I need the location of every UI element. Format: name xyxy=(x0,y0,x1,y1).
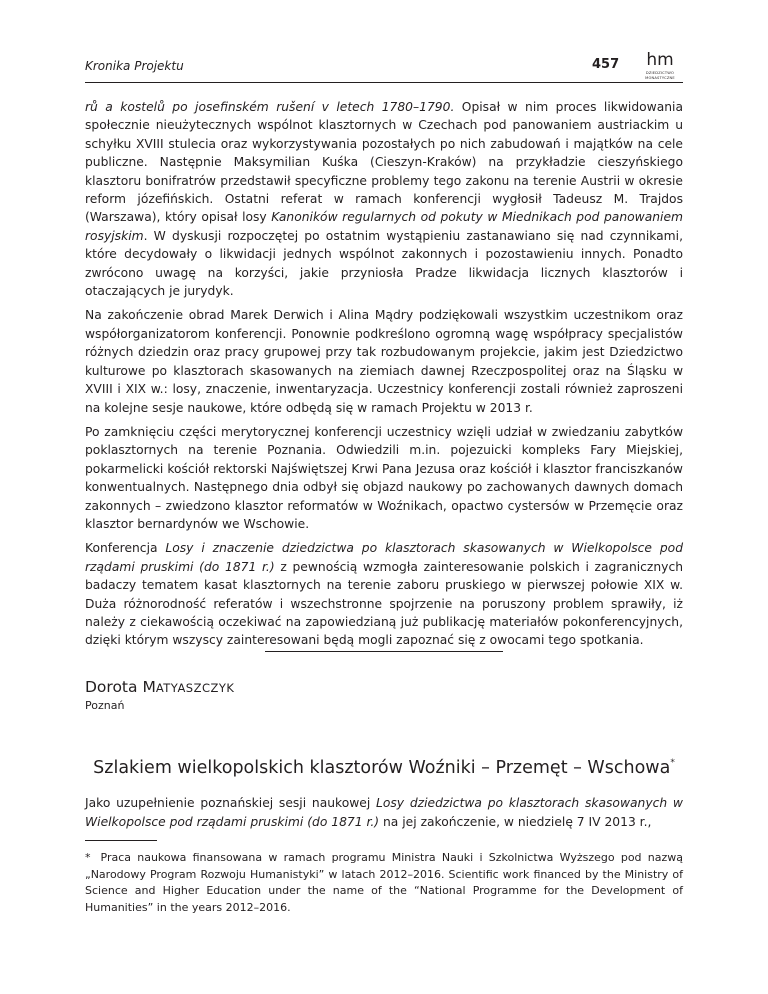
intro-text-2: na jej zakończenie, w niedzielę 7 IV 2013 r., xyxy=(379,815,652,829)
footnote-text: Praca naukowa finansowana w ramach programu Ministra Nauki i Szkolnictwa Wyższego pod nazwą „Narodowy Program Rozwoju Humanistyki” w latach 2012–2016. Scientific work financed by the Ministry of Science and Higher Education under the name of the “National Programme for the Development of Humanities” in the years 2012–2016. xyxy=(85,851,683,914)
intro-paragraph xyxy=(85,794,683,832)
p1-italic-1: rů a kostelů po josefinském rušení v letech 1780–1790. xyxy=(85,100,455,114)
page-number: 457 xyxy=(592,57,620,72)
footnote-ref: * xyxy=(670,758,675,768)
author-last-rest: ATYASZCZYK xyxy=(155,681,235,695)
footnote-mark: * xyxy=(85,851,91,864)
footnote-paragraph xyxy=(85,850,683,916)
article-title xyxy=(0,758,768,778)
author-affiliation: Poznań xyxy=(85,699,125,712)
project-logo xyxy=(637,50,683,84)
running-head: Kronika Projektu xyxy=(85,59,184,73)
article-title-text: Szlakiem wielkopolskich klasztorów Woźniki – Przemęt – Wschowa xyxy=(93,758,671,778)
paragraph-3: Po zamknięciu części merytorycznej konferencji uczestnicy wzięli udział w zwiedzaniu zabytków poklasztornych na terenie Poznania. Odwiedzili m.in. pojezuicki kompleks Fary Miejskiej, pokarmelicki kościół rektorski Najświętszej Krwi Pana Jezusa oraz kościół i klasztor franciszkanów konwentualnych. Następnego dnia odbył się objazd naukowy po zachowanych dawnych domach zakonnych – zwiedzono klasztor reformatów w Woźnikach, opactwo cystersów w Przemęcie oraz klasztor bernardynów we Wschowie. xyxy=(85,424,683,531)
footnote xyxy=(85,850,683,916)
paragraph-2: Na zakończenie obrad Marek Derwich i Alina Mądry podziękowali wszystkim uczestnikom oraz współorganizatorom konferencji. Ponownie podkreślono ogromną wagę współpracy specjalistów różnych dziedzin oraz pracy grupowej przy tak rozbudowanym projekcie, jakim jest Dziedzictwo kulturowe po klasztorach skasowanych na ziemiach dawnej Rzeczpospolitej oraz na Śląsku w XVIII i XIX w.: losy, znaczenie, inwentaryzacja. Uczestnicy konferencji zostali również zaproszeni na kolejne sesje naukowe, które odbędą się w ramach Projektu w 2013 r. xyxy=(85,308,683,415)
author-last-initial: M xyxy=(142,678,156,696)
author-first: Dorota xyxy=(85,678,143,696)
body-text xyxy=(85,98,683,656)
author-name xyxy=(85,678,234,696)
paragraph-4 xyxy=(85,539,683,649)
intro-italic-1: Losy dziedzictwa po klasztorach skasowanych w Wielkopolsce pod rządami pruskimi (do 1871 r.) xyxy=(85,796,683,829)
header-rule xyxy=(85,82,683,83)
logo-mark-text: hm xyxy=(646,50,674,70)
page-header xyxy=(85,50,683,84)
p4-text-1: Konferencja xyxy=(85,541,166,556)
logo-line-2: MONASTYCZNE xyxy=(645,76,675,80)
p4-italic-1: Losy i znaczenie dziedzictwa po klasztorach skasowanych w Wielkopolsce pod rządami pruskimi (do 1871 r.) xyxy=(85,541,683,574)
article-intro xyxy=(85,794,683,832)
p1-text-2: . W dyskusji rozpoczętej po ostatnim wystąpieniu zastanawiano się nad czynnikami, które decydowały o likwidacji jednych wspólnot zakonnych i pozostawieniu innych. Ponadto zwrócono uwagę na korzyści, jakie przyniosła Pradze likwidacja licznych klasztorów i otaczających je jurydyk. xyxy=(85,228,683,299)
p4-text-2: z pewnością wzmogła zainteresowanie polskich i zagranicznych badaczy tematem kasat klasztornych na terenie zaboru pruskiego w pierwszej połowie XIX w. Duża różnorodność referatów i wszechstronne spojrzenie na poruszony problem sprawiły, iż należy z ciekawością oczekiwać na zapowiedzianą już publikację materiałów pokonferencyjnych, dzięki którym wszyscy zainteresowani będą mogli zapoznać się z owocami tego spotkania. xyxy=(85,559,683,648)
footnote-rule xyxy=(85,840,157,841)
p1-text-1: Opisał w nim proces likwidowania społecznie nieużytecznych wspólnot klasztornych w Czechach pod panowaniem austriackim u schyłku XVIII stulecia oraz wykorzystywania pozostałych po nich zabudowań i majątków na cele publiczne. Następnie Maksymilian Kuśka (Cieszyn-Kraków) na przykładzie cieszyńskiego klasztoru bonifratrów przedstawił specyficzne problemy tego zakonu na terenie Austrii w okresie reform józefińskich. Ostatni referat w ramach konferencji wygłosił Tadeusz M. Trajdos (Warszawa), który opisał losy xyxy=(85,100,684,225)
logo-mark-icon xyxy=(637,50,683,70)
section-separator xyxy=(265,651,503,652)
logo-line-1: DZIEDZICTWO xyxy=(645,71,675,75)
intro-text-1: Jako uzupełnienie poznańskiej sesji naukowej xyxy=(85,796,377,810)
p1-italic-2: Kanoników regularnych od pokuty w Miednikach pod panowaniem rosyjskim xyxy=(85,210,683,243)
paragraph-1 xyxy=(85,98,683,300)
